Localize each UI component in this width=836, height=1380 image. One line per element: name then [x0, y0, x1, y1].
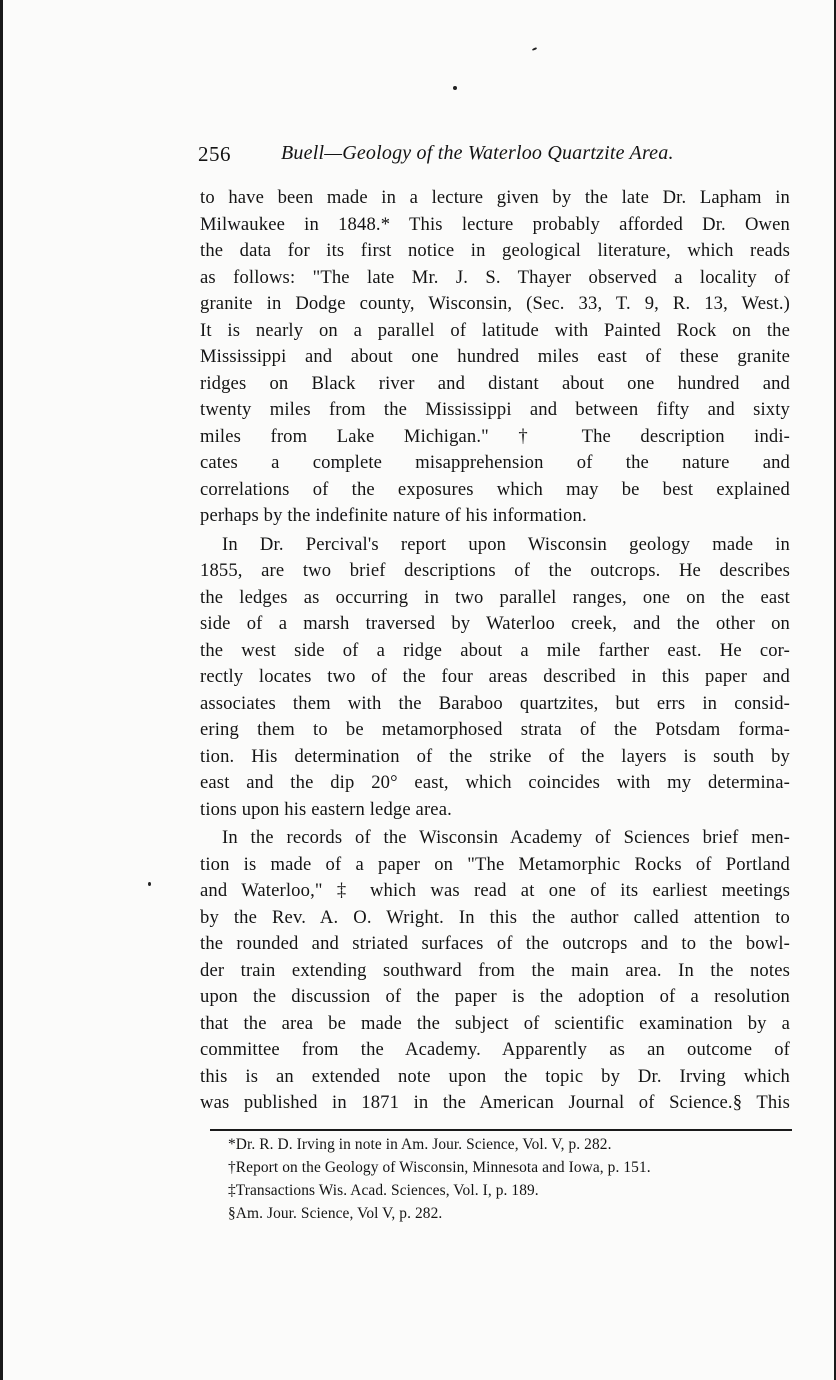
body-line: perhaps by the indefinite nature of his information.: [200, 505, 587, 526]
body-line: miles from Lake Michigan." † The description indi-: [200, 425, 790, 447]
body-line: side of a marsh traversed by Waterloo creek, and the other on: [200, 613, 790, 634]
footnote-transactions: ‡Transactions Wis. Acad. Sciences, Vol. I, p. 189.: [228, 1182, 539, 1199]
body-line: upon the discussion of the paper is the adoption of a resolution: [200, 986, 790, 1007]
scan-speck: [532, 47, 537, 51]
body-line: and Waterloo," ‡ which was read at one of its earliest meetings: [200, 880, 790, 901]
body-line: this is an extended note upon the topic by Dr. Irving which: [200, 1065, 790, 1087]
footnote-rule: [210, 1129, 792, 1131]
footnote-irving: *Dr. R. D. Irving in note in Am. Jour. Science, Vol. V, p. 282.: [228, 1136, 612, 1153]
scan-speck: [148, 882, 151, 886]
body-line: as follows: "The late Mr. J. S. Thayer observed a locality of: [200, 266, 790, 288]
body-line: the ledges as occurring in two parallel ranges, one on the east: [200, 586, 790, 608]
page-header: [198, 140, 788, 174]
body-line: east and the dip 20° east, which coincides with my determina-: [200, 772, 790, 793]
body-line: the rounded and striated surfaces of the outcrops and to the bowl-: [200, 933, 790, 954]
body-line: Mississippi and about one hundred miles east of these granite: [200, 346, 790, 367]
body-line: In Dr. Percival's report upon Wisconsin geology made in: [222, 533, 790, 555]
running-title: Buell—Geology of the Waterloo Quartzite Area.: [281, 142, 674, 164]
body-line: Milwaukee in 1848.* This lecture probably afforded Dr. Owen: [200, 213, 790, 235]
body-line: committee from the Academy. Apparently as an outcome of: [200, 1039, 790, 1060]
body-line: In the records of the Wisconsin Academy of Sciences brief men-: [222, 827, 790, 848]
body-line: tion is made of a paper on "The Metamorphic Rocks of Portland: [200, 853, 790, 875]
body-line: that the area be made the subject of scientific examination by a: [200, 1012, 790, 1034]
body-line: ridges on Black river and distant about one hundred and: [200, 372, 790, 394]
body-text: [200, 185, 790, 1117]
footnote-report: †Report on the Geology of Wisconsin, Minnesota and Iowa, p. 151.: [228, 1159, 651, 1176]
body-line: tion. His determination of the strike of the layers is south by: [200, 745, 790, 767]
body-line: ering them to be metamorphosed strata of the Potsdam forma-: [200, 719, 790, 740]
footnotes: [228, 1133, 788, 1225]
body-line: It is nearly on a parallel of latitude with Painted Rock on the: [200, 319, 790, 341]
body-line: the west side of a ridge about a mile farther east. He cor-: [200, 639, 790, 661]
scan-border-left: [0, 0, 3, 1380]
body-line: rectly locates two of the four areas described in this paper and: [200, 666, 790, 687]
body-line: to have been made in a lecture given by the late Dr. Lapham in: [200, 187, 790, 208]
body-line: granite in Dodge county, Wisconsin, (Sec. 33, T. 9, R. 13, West.): [200, 293, 790, 314]
body-line: twenty miles from the Mississippi and between fifty and sixty: [200, 399, 790, 420]
scan-speck: [453, 86, 457, 90]
page-number: 256: [198, 142, 231, 166]
body-line: the data for its first notice in geological literature, which reads: [200, 240, 790, 261]
body-line: der train extending southward from the main area. In the notes: [200, 959, 790, 981]
body-line: tions upon his eastern ledge area.: [200, 798, 452, 820]
body-line: correlations of the exposures which may be best explained: [200, 478, 790, 500]
body-line: 1855, are two brief descriptions of the outcrops. He describes: [200, 560, 790, 581]
body-line: by the Rev. A. O. Wright. In this the author called attention to: [200, 906, 790, 928]
body-line: was published in 1871 in the American Journal of Science.§ This: [200, 1092, 790, 1113]
body-line: associates them with the Baraboo quartzites, but errs in consid-: [200, 692, 790, 714]
footnote-am-jour: §Am. Jour. Science, Vol V, p. 282.: [228, 1205, 443, 1222]
body-line: cates a complete misapprehension of the nature and: [200, 452, 790, 473]
